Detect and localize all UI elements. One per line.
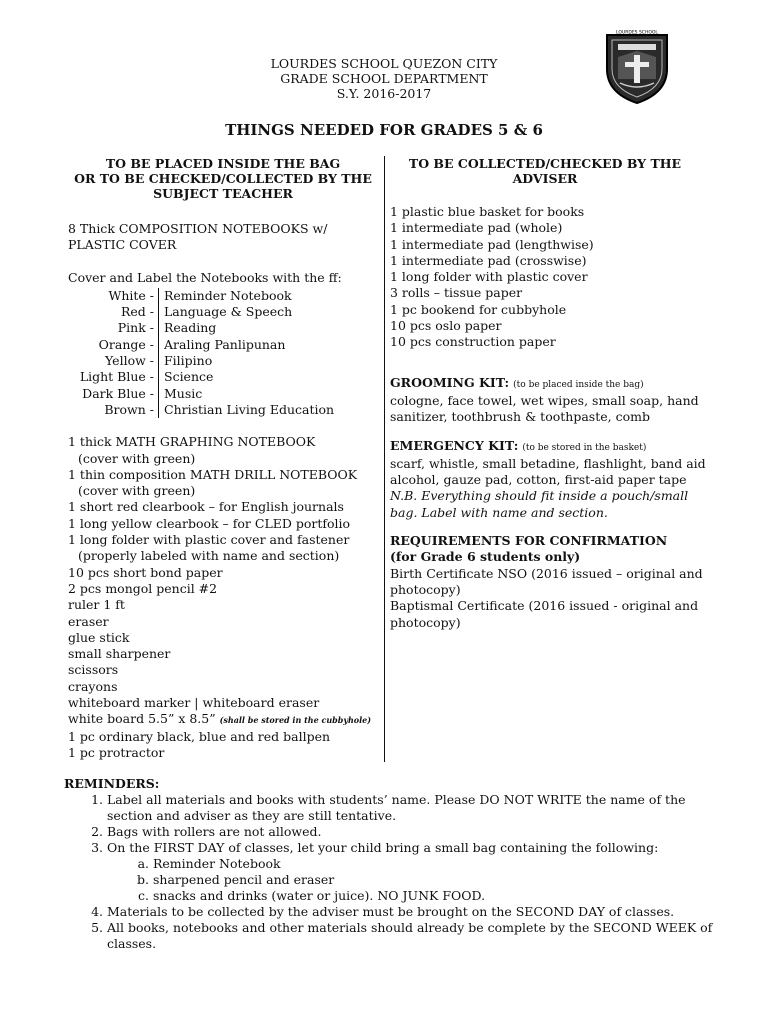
reminder-item: 1. Label all materials and books with students’ name. Please DO NOT WRITE the name of the section and adviser as they are still tentative. xyxy=(107,792,724,824)
emergency-title-text: EMERGENCY KIT: xyxy=(390,437,519,453)
reminder-item: 5. All books, notebooks and other materials should already be complete by the SECOND WEEK of classes. xyxy=(107,920,724,952)
cover-color: White - xyxy=(68,288,159,304)
list-item: scissors xyxy=(68,662,119,678)
grooming-note: (to be placed inside the bag) xyxy=(513,379,644,390)
reminders-list xyxy=(64,792,724,952)
list-item: 1 thick MATH GRAPHING NOTEBOOK xyxy=(68,434,316,450)
crest-label: LOURDES SCHOOL xyxy=(616,30,658,36)
cover-subject: Filipino xyxy=(164,353,213,369)
list-item: 1 pc ordinary black, blue and red ballpen xyxy=(68,728,331,744)
list-item: 10 pcs construction paper xyxy=(390,334,556,350)
cover-row xyxy=(68,386,334,402)
list-item: glue stick xyxy=(68,629,130,645)
left-heading-line: OR TO BE CHECKED/COLLECTED BY THE xyxy=(74,171,372,186)
grooming-kit-title xyxy=(390,375,720,393)
cover-color: Orange - xyxy=(68,337,159,353)
cover-row xyxy=(68,353,334,369)
grooming-line: sanitizer, toothbrush & toothpaste, comb xyxy=(390,409,650,425)
cover-row xyxy=(68,337,334,353)
cover-row xyxy=(68,369,334,385)
requirement-line: Baptismal Certificate (2016 issued - original and xyxy=(390,598,699,614)
cover-row xyxy=(68,320,334,336)
cover-color: Light Blue - xyxy=(68,369,159,385)
list-item: 1 pc protractor xyxy=(68,744,165,760)
list-item: 10 pcs oslo paper xyxy=(390,318,502,334)
cover-subject: Science xyxy=(164,369,214,385)
emergency-line: alcohol, gauze pad, cotton, first-aid paper tape xyxy=(390,472,687,488)
requirements-subtitle: (for Grade 6 students only) xyxy=(390,549,581,565)
list-item: 1 long folder with plastic cover and fastener xyxy=(68,532,350,548)
list-item: 1 short red clearbook – for English journals xyxy=(68,499,344,515)
left-column-heading xyxy=(64,156,382,201)
reminder-item: 4. Materials to be collected by the adviser must be brought on the SECOND DAY of classes. xyxy=(107,904,724,920)
list-item: ruler 1 ft xyxy=(68,597,125,613)
left-heading-line: SUBJECT TEACHER xyxy=(153,186,293,201)
list-item: 1 long folder with plastic cover xyxy=(390,269,588,285)
department-name: GRADE SCHOOL DEPARTMENT xyxy=(280,71,488,86)
page-title: THINGS NEEDED FOR GRADES 5 & 6 xyxy=(225,121,543,139)
cover-subject: Reading xyxy=(164,320,217,336)
list-item: 1 intermediate pad (crosswise) xyxy=(390,252,587,268)
list-item: 1 plastic blue basket for books xyxy=(390,204,585,219)
column-divider xyxy=(384,156,385,762)
reminder-sublist xyxy=(107,856,724,904)
reminder-text: On the FIRST DAY of classes, let your child bring a small bag containing the following: xyxy=(107,840,659,855)
list-item: 1 intermediate pad (whole) xyxy=(390,220,563,236)
right-column-heading xyxy=(390,156,700,186)
list-item: 1 intermediate pad (lengthwise) xyxy=(390,236,594,252)
school-year: S.Y. 2016-2017 xyxy=(336,86,432,101)
cover-subject: Music xyxy=(164,385,203,401)
list-item: 2 pcs mongol pencil #2 xyxy=(68,580,218,596)
cover-table xyxy=(68,288,334,418)
emergency-note: (to be stored in the basket) xyxy=(522,442,647,453)
composition-line: PLASTIC COVER xyxy=(68,237,177,253)
list-item: crayons xyxy=(68,678,118,694)
reminder-subitem: b. sharpened pencil and eraser xyxy=(153,872,724,888)
list-item: small sharpener xyxy=(68,646,171,662)
reminder-subitem: c. snacks and drinks (water or juice). NO JUNK FOOD. xyxy=(153,888,724,904)
list-item: whiteboard marker | whiteboard eraser xyxy=(68,695,320,711)
cover-subject: Language & Speech xyxy=(164,304,293,320)
cover-subject: Reminder Notebook xyxy=(164,287,292,303)
reminder-subitem: a. Reminder Notebook xyxy=(153,856,724,872)
composition-line: 8 Thick COMPOSITION NOTEBOOKS w/ xyxy=(68,221,328,236)
right-heading-line: ADVISER xyxy=(512,171,578,186)
cover-intro: Cover and Label the Notebooks with the ff: xyxy=(68,269,342,285)
emergency-line: scarf, whistle, small betadine, flashlight, band aid xyxy=(390,455,706,471)
requirements-title: REQUIREMENTS FOR CONFIRMATION xyxy=(390,533,668,549)
grooming-title-text: GROOMING KIT: xyxy=(390,374,510,390)
cover-color: Yellow - xyxy=(68,353,159,369)
whiteboard-item: white board 5.5” x 8.5” xyxy=(68,711,216,727)
list-item: 1 long yellow clearbook – for CLED portfolio xyxy=(68,515,351,531)
list-item: (cover with green) xyxy=(78,450,196,466)
list-item: eraser xyxy=(68,613,109,629)
cover-color: Red - xyxy=(68,304,159,320)
left-column-body xyxy=(68,221,383,761)
list-item xyxy=(68,711,383,728)
list-item: 3 rolls – tissue paper xyxy=(390,285,523,301)
school-crest-icon xyxy=(604,29,670,105)
cover-subject: Christian Living Education xyxy=(164,401,335,417)
cover-subject: Araling Panlipunan xyxy=(164,336,286,352)
cover-color: Brown - xyxy=(68,402,159,418)
grooming-line: cologne, face towel, wet wipes, small soap, hand xyxy=(390,392,699,408)
emergency-kit-title xyxy=(390,438,720,456)
right-column-body xyxy=(390,204,720,631)
right-heading-line: TO BE COLLECTED/CHECKED BY THE xyxy=(408,156,682,171)
reminder-item: 2. Bags with rollers are not allowed. xyxy=(107,824,724,840)
list-item: 10 pcs short bond paper xyxy=(68,564,223,580)
reminder-item xyxy=(107,840,724,904)
cover-color: Dark Blue - xyxy=(68,386,159,402)
list-item: 1 pc bookend for cubbyhole xyxy=(390,301,567,317)
list-item: (cover with green) xyxy=(78,483,196,499)
emergency-nb: N.B. Everything should fit inside a pouch/small xyxy=(390,488,689,504)
whiteboard-note: (shall be stored in the cubbyhole) xyxy=(219,715,372,726)
cover-row xyxy=(68,402,334,418)
school-name: LOURDES SCHOOL QUEZON CITY xyxy=(270,56,498,71)
emergency-nb: bag. Label with name and section. xyxy=(390,504,608,520)
left-heading-line: TO BE PLACED INSIDE THE BAG xyxy=(105,156,341,171)
requirement-line: photocopy) xyxy=(390,614,461,630)
cover-row xyxy=(68,304,334,320)
list-item: 1 thin composition MATH DRILL NOTEBOOK xyxy=(68,466,358,482)
requirement-line: photocopy) xyxy=(390,581,461,597)
requirement-line: Birth Certificate NSO (2016 issued – original and xyxy=(390,565,703,581)
list-item: (properly labeled with name and section) xyxy=(78,548,340,564)
cover-color: Pink - xyxy=(68,320,159,336)
reminders-section xyxy=(64,776,724,952)
cover-row xyxy=(68,288,334,304)
reminders-title: REMINDERS: xyxy=(64,776,160,791)
